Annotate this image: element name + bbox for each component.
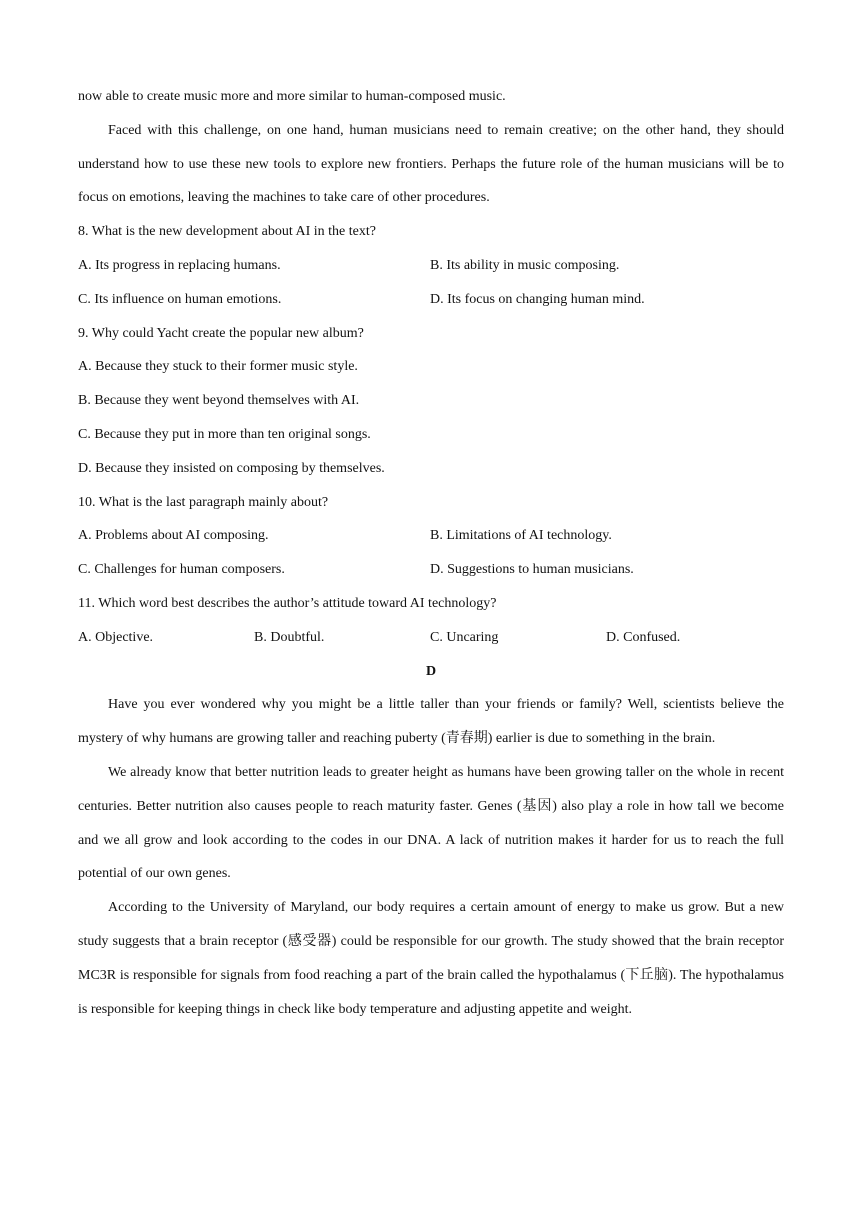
- question-9-option-b: B. Because they went beyond themselves with AI.: [78, 393, 360, 409]
- question-11-option-d: D. Confused.: [606, 629, 681, 645]
- question-8-option-a: A. Its progress in replacing humans.: [78, 257, 281, 273]
- passage-c-paragraph-end: now able to create music more and more similar to human-composed music.: [78, 89, 506, 104]
- question-9-stem: 9. Why could Yacht create the popular new album?: [78, 325, 364, 341]
- question-8-option-b: B. Its ability in music composing.: [430, 257, 620, 273]
- question-10-option-c: C. Challenges for human composers.: [78, 562, 285, 578]
- passage-d-paragraph-2: We already know that better nutrition leads to greater height as humans have been growing taller on the whole in recent centuries. Better nutrition also causes people to reach maturity faster. Genes (基因) also play a role in how tall we become and we all grow and look according to the codes in our DNA. A lack of nutrition makes it harder for us to reach the full potential of our own genes.: [78, 764, 784, 882]
- question-10-option-a: A. Problems about AI composing.: [78, 528, 269, 544]
- question-10-option-b: B. Limitations of AI technology.: [430, 528, 612, 544]
- question-11-stem: 11. Which word best describes the author’s attitude toward AI technology?: [78, 595, 497, 611]
- question-8-options-row-2: [78, 283, 784, 317]
- question-10-options-row-2: [78, 553, 784, 587]
- question-10-stem: 10. What is the last paragraph mainly about?: [78, 494, 329, 510]
- question-8-option-c: C. Its influence on human emotions.: [78, 291, 282, 307]
- question-11-option-a: A. Objective.: [78, 629, 154, 645]
- document-page: [78, 80, 784, 1026]
- question-10-options-row-1: [78, 519, 784, 553]
- passage-d-heading: D: [425, 663, 437, 679]
- question-10-option-d: D. Suggestions to human musicians.: [430, 562, 634, 578]
- question-11-option-c: C. Uncaring: [430, 629, 499, 645]
- passage-d-paragraph-3: According to the University of Maryland, our body requires a certain amount of energy to make us grow. But a new study suggests that a brain receptor (感受器) could be responsible for our growth. The study showed that the brain receptor MC3R is responsible for signals from food reaching a part of the brain called the hypothalamus (下丘脑). The hypothalamus is responsible for keeping things in check like body temperature and adjusting appetite and weight.: [78, 900, 784, 1017]
- question-11-option-b: B. Doubtful.: [254, 629, 325, 645]
- passage-d-paragraph-1: Have you ever wondered why you might be a little taller than your friends or family? Well, scientists believe the mystery of why humans are growing taller and reaching puberty (青春期) earlier is due to something in the brain.: [78, 697, 784, 747]
- question-8-stem: 8. What is the new development about AI in the text?: [78, 224, 376, 240]
- question-11-options-row: [78, 621, 784, 655]
- question-9-option-c: C. Because they put in more than ten original songs.: [78, 426, 371, 442]
- question-9-option-a: A. Because they stuck to their former music style.: [78, 359, 358, 375]
- question-8-option-d: D. Its focus on changing human mind.: [430, 291, 645, 307]
- passage-c-last-paragraph: Faced with this challenge, on one hand, human musicians need to remain creative; on the other hand, they should understand how to use these new tools to explore new frontiers. Perhaps the future role of the human musicians will be to focus on emotions, leaving the machines to take care of other procedures.: [78, 122, 784, 206]
- question-8-options-row-1: [78, 249, 784, 283]
- question-9-option-d: D. Because they insisted on composing by themselves.: [78, 460, 385, 476]
